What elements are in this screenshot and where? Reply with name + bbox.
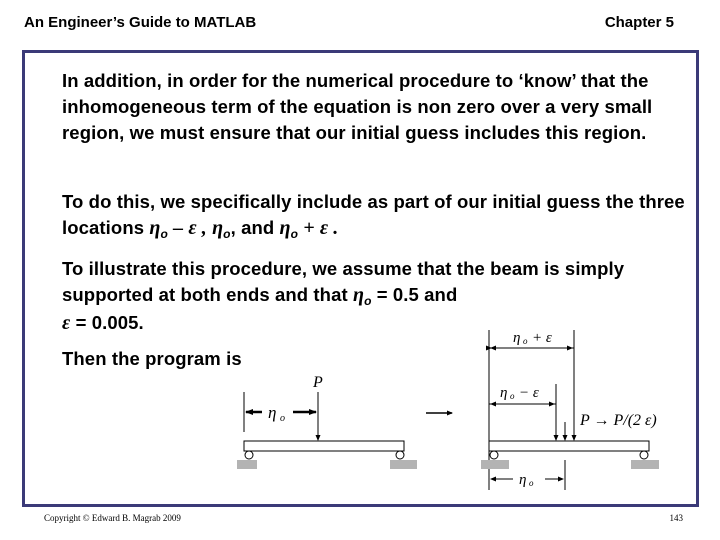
math-sub: o bbox=[364, 294, 372, 308]
top-dim-suffix: + ε bbox=[532, 330, 552, 346]
left-beam-diagram bbox=[237, 374, 417, 469]
eps-value-text: = 0.005. bbox=[75, 312, 144, 333]
copyright-notice: Copyright © Edward B. Magrab 2009 bbox=[44, 513, 181, 523]
paragraph-initial-guess-text: To do this, we specifically include as part of our initial guess the three locations bbox=[62, 191, 685, 238]
math-sub: o bbox=[160, 227, 168, 241]
paragraph-program: Then the program is bbox=[62, 348, 242, 369]
left-load-label: P bbox=[313, 374, 323, 391]
math-eta: η bbox=[352, 284, 365, 306]
math-sub: o bbox=[223, 227, 231, 241]
document-title: An Engineer’s Guide to MATLAB bbox=[24, 14, 257, 31]
text-and: , and bbox=[230, 217, 275, 238]
left-dim-sub: o bbox=[280, 413, 285, 424]
bottom-dim-eta: η bbox=[519, 472, 527, 488]
math-minus-eps: – ε , bbox=[173, 217, 207, 239]
top-dim-sub: o bbox=[523, 336, 528, 346]
math-eta: η bbox=[149, 217, 161, 239]
eta-value-text: = 0.5 and bbox=[376, 284, 458, 305]
paragraph-assumption-text: To illustrate this procedure, we assume that the beam is simply supported at both ends and that bbox=[62, 258, 625, 305]
math-eps: ε bbox=[62, 312, 71, 334]
mid-dim-suffix: − ε bbox=[519, 385, 539, 401]
math-plus-eps: + ε . bbox=[303, 217, 339, 239]
mid-dim-eta: η bbox=[500, 385, 508, 401]
math-eta: η bbox=[212, 217, 224, 239]
mid-dim-sub: o bbox=[510, 391, 515, 401]
right-beam-diagram bbox=[481, 330, 659, 490]
distributed-load-label: P → P/(2 ε) bbox=[580, 412, 657, 429]
math-sub: o bbox=[290, 227, 299, 241]
bottom-dim-sub: o bbox=[529, 478, 534, 488]
chapter-label: Chapter 5 bbox=[604, 14, 674, 31]
math-eta: η bbox=[279, 217, 291, 239]
top-dim-eta: η bbox=[513, 330, 521, 346]
paragraph-intro: In addition, in order for the numerical procedure to ‘know’ that the inhomogeneous term of the equation is non zero over a very small region, we must ensure that our initial guess includes this region. bbox=[62, 70, 653, 143]
left-dim-eta: η bbox=[268, 403, 277, 422]
page-number: 143 bbox=[669, 513, 683, 523]
